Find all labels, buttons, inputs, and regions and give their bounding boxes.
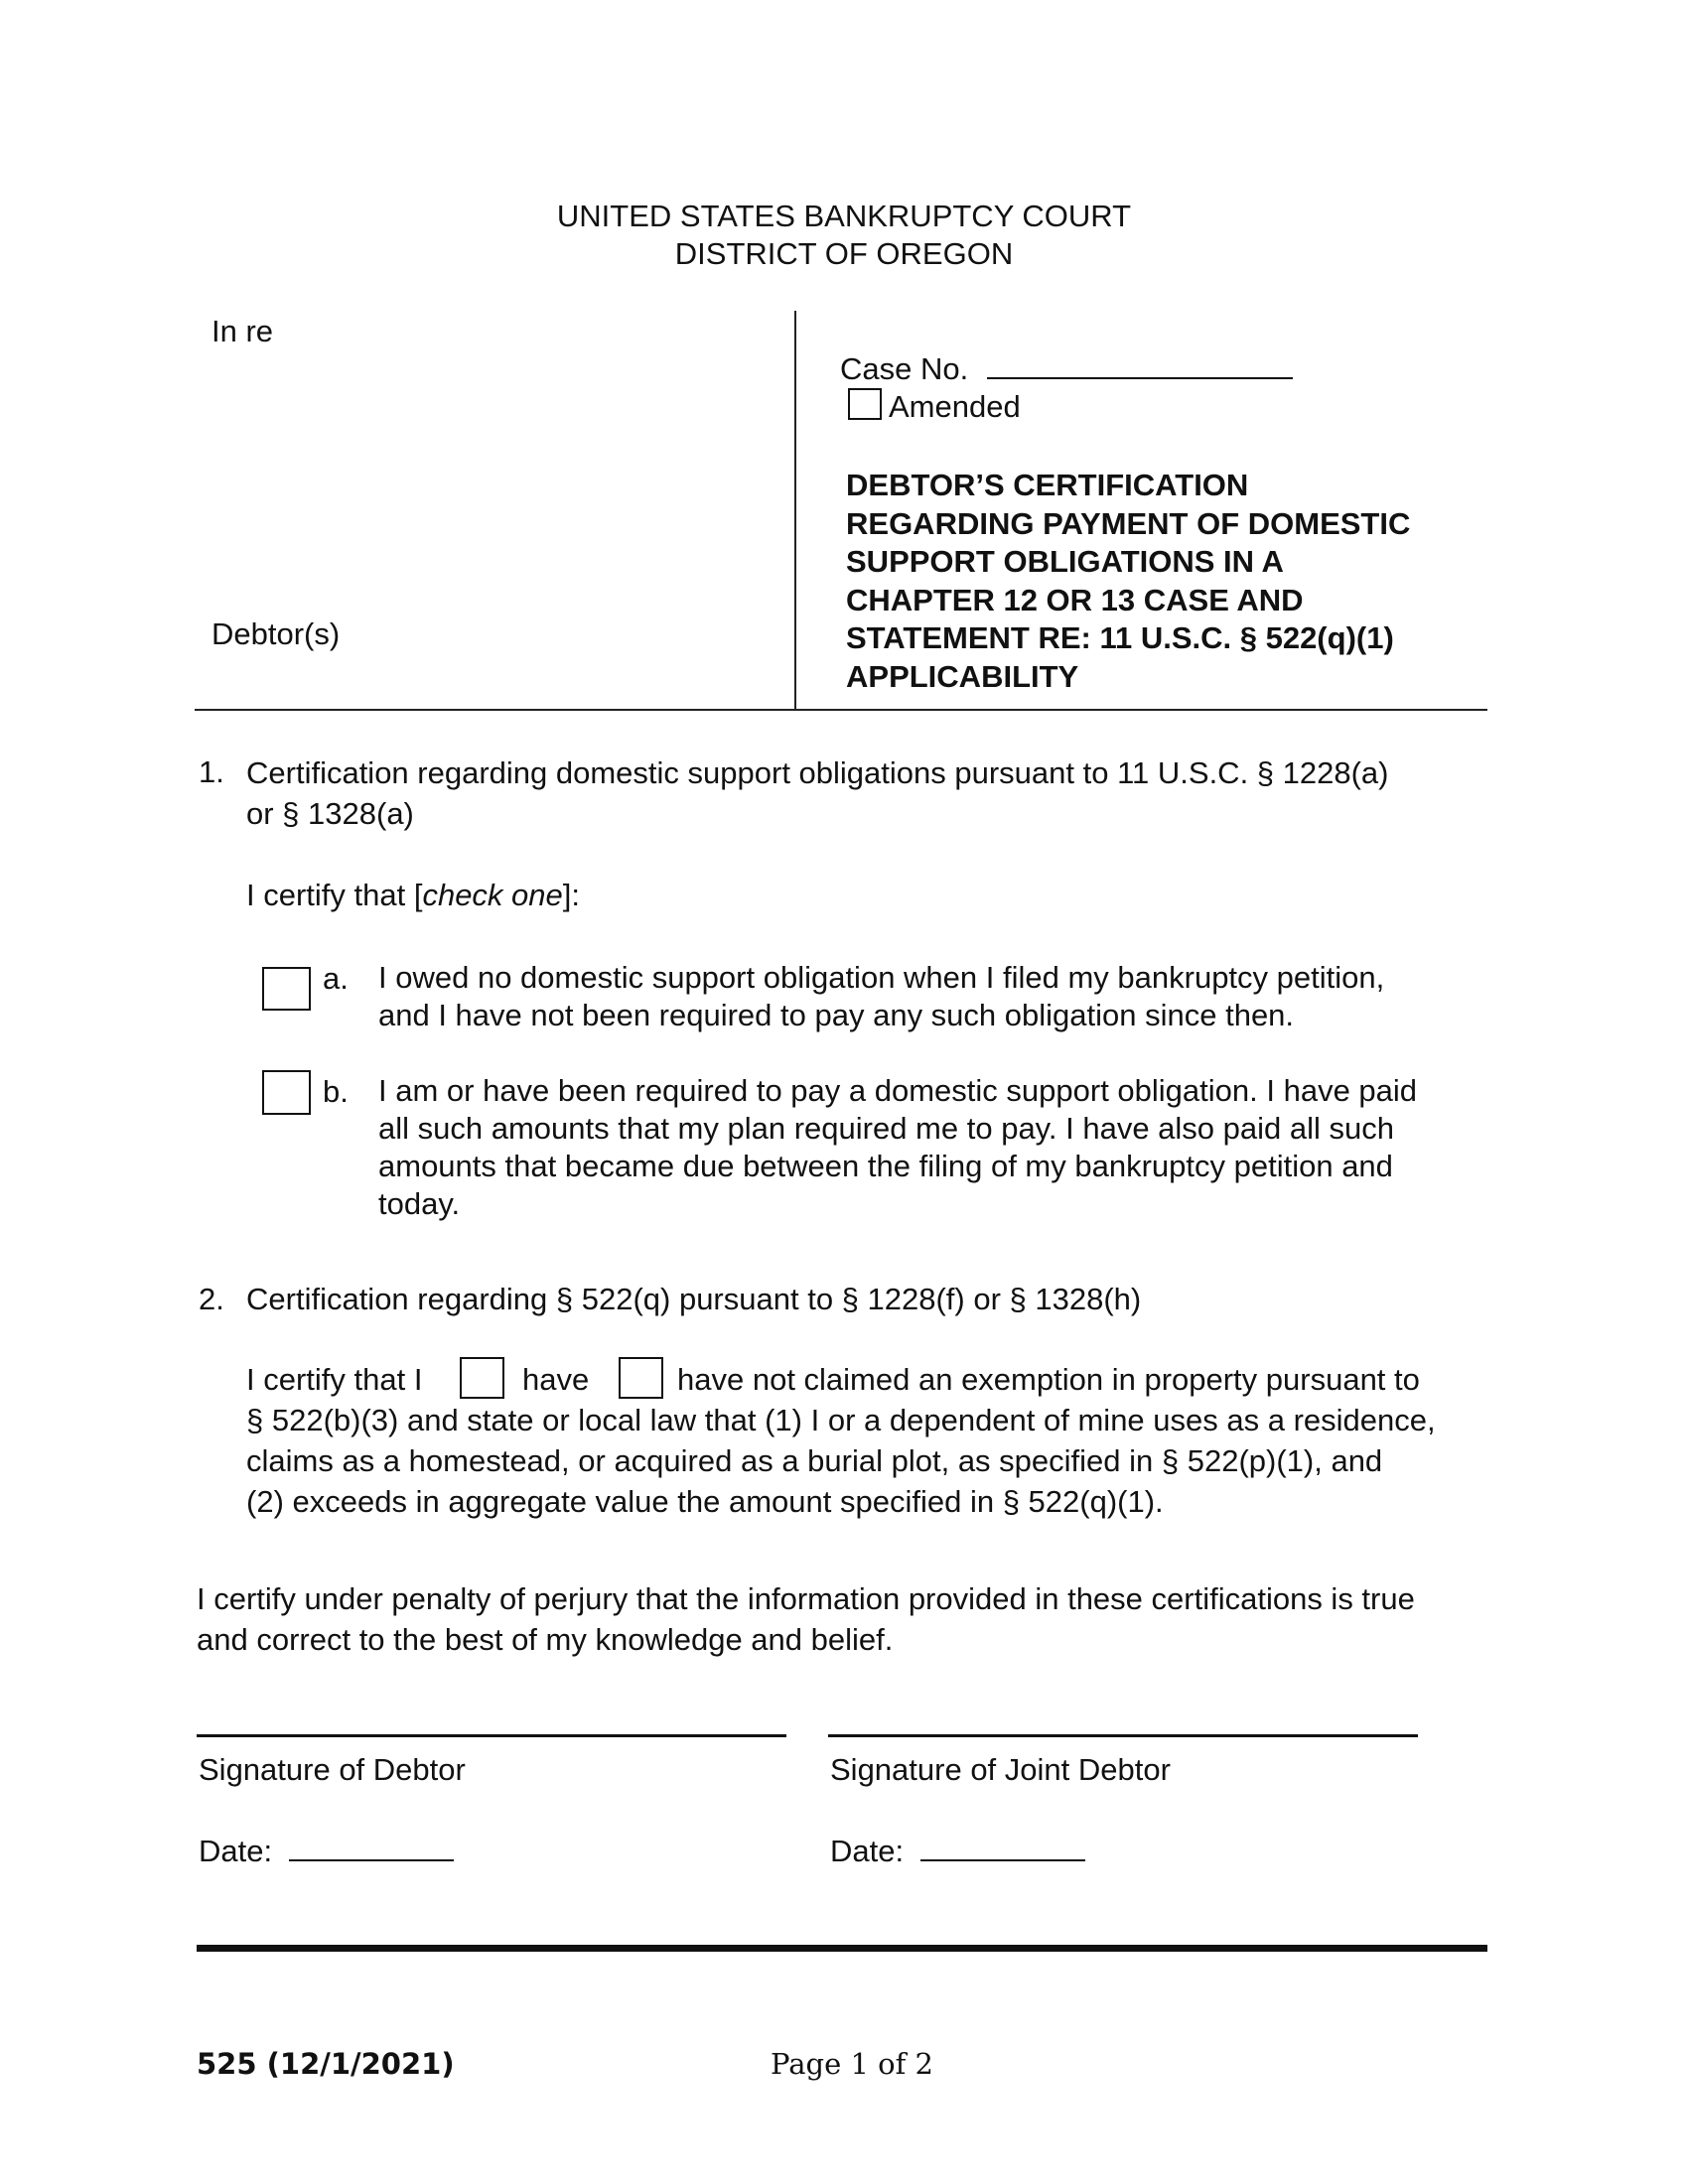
option-b-line: all such amounts that my plan required me to pay. I have also paid all such: [378, 1111, 1394, 1146]
section-2-line: § 522(b)(3) and state or local law that (1) I or a dependent of mine uses as a residence,: [246, 1403, 1436, 1437]
option-b-letter: b.: [323, 1074, 349, 1109]
perjury-statement: [197, 1578, 1415, 1660]
option-b-text: [378, 1072, 1417, 1223]
document-title-line: REGARDING PAYMENT OF DOMESTIC: [846, 505, 1411, 541]
option-a-text: [378, 959, 1384, 1034]
case-number-label: Case No.: [840, 351, 969, 386]
document-title-line: STATEMENT RE: 11 U.S.C. § 522(q)(1): [846, 620, 1394, 655]
debtors-label: Debtor(s): [211, 616, 341, 651]
option-b-line: today.: [378, 1186, 461, 1221]
amended-checkbox[interactable]: [848, 388, 882, 420]
certify-suffix: ]:: [562, 878, 581, 912]
document-title: [846, 467, 1410, 696]
joint-debtor-signature-label: Signature of Joint Debtor: [830, 1752, 1171, 1787]
page-number: Page 1 of 2: [771, 2047, 933, 2081]
joint-debtor-date-row: [830, 1832, 1085, 1871]
caption-divider: [794, 311, 796, 710]
debtor-date-field[interactable]: [289, 1832, 454, 1861]
section-2-heading: Certification regarding § 522(q) pursuant to § 1228(f) or § 1328(h): [246, 1282, 1142, 1316]
form-number: 525 (12/1/2021): [197, 2047, 455, 2081]
certify-prefix: I certify that [: [246, 878, 423, 912]
option-b-checkbox[interactable]: [262, 1070, 311, 1115]
case-number-row: [840, 349, 1293, 389]
section-2-number: 2.: [199, 1282, 224, 1316]
section-2-body: [246, 1400, 1436, 1522]
amended-label: Amended: [889, 389, 1021, 424]
section-1-certify: [246, 876, 580, 915]
court-name: UNITED STATES BANKRUPTCY COURT: [556, 199, 1132, 233]
section-2-certify-prefix: I certify that I: [246, 1362, 423, 1397]
section-1-heading: [246, 752, 1389, 834]
certify-instruction: check one: [422, 878, 563, 912]
document-title-line: APPLICABILITY: [846, 658, 1079, 694]
debtor-signature-label: Signature of Debtor: [199, 1752, 466, 1787]
joint-debtor-date-field[interactable]: [920, 1832, 1085, 1861]
case-number-field[interactable]: [987, 349, 1293, 379]
document-title-line: CHAPTER 12 OR 13 CASE AND: [846, 582, 1304, 617]
section-1-number: 1.: [199, 754, 224, 789]
joint-debtor-signature-line[interactable]: [828, 1734, 1418, 1737]
in-re-label: In re: [211, 314, 274, 348]
document-title-line: DEBTOR’S CERTIFICATION: [846, 468, 1249, 502]
debtor-date-row: [199, 1832, 454, 1871]
document-title-line: SUPPORT OBLIGATIONS IN A: [846, 544, 1284, 579]
debtor-signature-line[interactable]: [197, 1734, 786, 1737]
debtor-date-label: Date:: [199, 1834, 273, 1868]
perjury-line: and correct to the best of my knowledge and belief.: [197, 1622, 894, 1657]
section-2-line: claims as a homestead, or acquired as a burial plot, as specified in § 522(p)(1), and: [246, 1443, 1383, 1478]
option-b-line: amounts that became due between the filing of my bankruptcy petition and: [378, 1149, 1393, 1183]
caption-bottom-rule: [195, 709, 1487, 711]
section-1-heading-line: Certification regarding domestic support obligations pursuant to 11 U.S.C. § 1228(a): [246, 755, 1389, 790]
option-a-letter: a.: [323, 961, 349, 996]
section-2-line1-suffix: have not claimed an exemption in property pursuant to: [677, 1362, 1420, 1397]
section-2-line: (2) exceeds in aggregate value the amount specified in § 522(q)(1).: [246, 1484, 1164, 1519]
section-1-heading-line: or § 1328(a): [246, 796, 414, 831]
option-a-line: and I have not been required to pay any such obligation since then.: [378, 998, 1295, 1032]
option-a-line: I owed no domestic support obligation when I filed my bankruptcy petition,: [378, 960, 1385, 995]
have-not-checkbox[interactable]: [619, 1357, 663, 1399]
footer-rule: [197, 1945, 1487, 1952]
joint-debtor-date-label: Date:: [830, 1834, 905, 1868]
have-checkbox[interactable]: [460, 1357, 504, 1399]
have-label: have: [522, 1362, 590, 1397]
perjury-line: I certify under penalty of perjury that the information provided in these certifications is true: [197, 1581, 1415, 1616]
court-district: DISTRICT OF OREGON: [674, 236, 1014, 271]
option-a-checkbox[interactable]: [262, 967, 311, 1011]
option-b-line: I am or have been required to pay a domestic support obligation. I have paid: [378, 1073, 1418, 1108]
